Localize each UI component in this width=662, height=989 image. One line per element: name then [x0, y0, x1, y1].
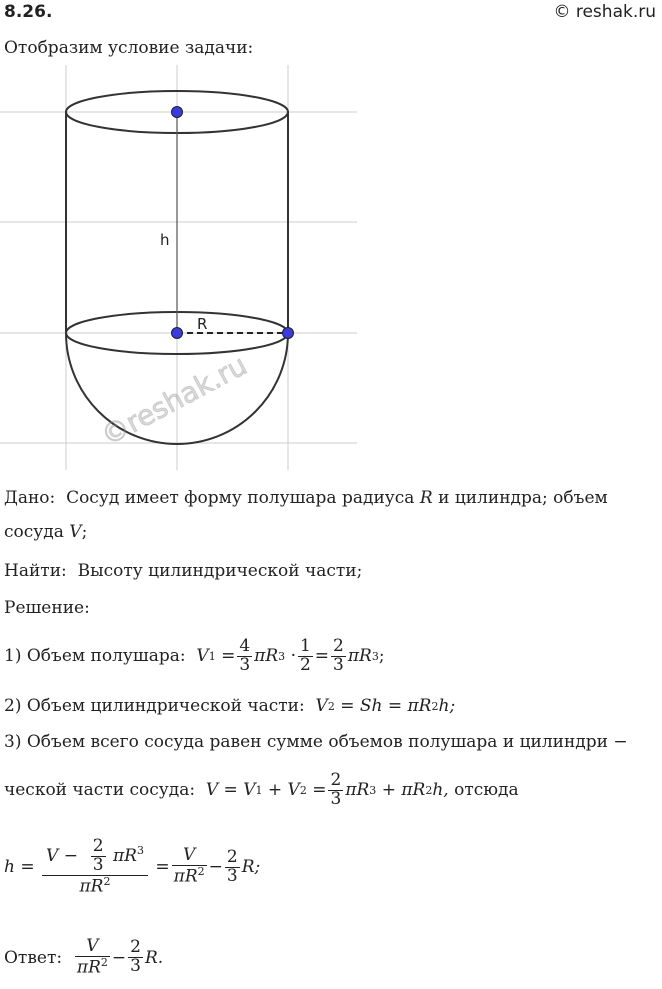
top-center-point [172, 107, 183, 118]
watermark: ©reshak.ru [95, 348, 253, 453]
step-1-sub: 1 [208, 649, 216, 663]
step-2: 2) Объем цилиндрической части: V 2 = Sh = πR 2 h; [4, 696, 456, 716]
fraction-2-3: $\frac{2}{3}$ [330, 770, 342, 809]
given-label: Дано: [4, 488, 56, 508]
find-line [4, 561, 362, 581]
intro-text: Отобразим условие задачи: [4, 38, 254, 58]
problem-number: 8.26. [4, 2, 53, 22]
step-2-text: 2) Объем цилиндрической части: [4, 696, 305, 716]
find-label: Найти: [4, 561, 67, 581]
bottom-center-point [172, 328, 183, 339]
step-1-eq: = [221, 646, 236, 667]
answer-label: Ответ: [4, 947, 63, 968]
label-h: h [160, 231, 170, 249]
given-line-1 [4, 488, 608, 508]
site-credit: © reshak.ru [553, 2, 656, 22]
step-1-text: 1) Объем полушара: [4, 646, 186, 667]
given-var-v: V [69, 522, 82, 542]
fraction-4-3: $\frac{4}{3}$ [239, 636, 251, 675]
step-2-rhs: = Sh = πR [340, 696, 432, 716]
given-var-r: R [419, 488, 433, 508]
fraction-1-2: $\frac{1}{2}$ [299, 636, 311, 675]
answer: Ответ: $\frac{V}{\pi R^2}$ − $\frac{2}{3}$ R. [4, 936, 164, 978]
step-1-pi-r: πR [254, 646, 279, 667]
step-3-line-2: ческой части сосуда: V = V 1 + V 2 = $\frac{2}{3}$ πR 3 + πR 2 h, отсюда [4, 770, 519, 809]
given-text-b: и цилиндра; объем [438, 488, 608, 508]
formula-h: h = V − $\frac{2}{3}$ $\pi R^3$ $\pi R^2$ = $\frac{V}{\pi R^2}$ − $\frac{2}{3}$ R; [4, 836, 261, 897]
solution-label: Решение: [4, 598, 90, 618]
given-line-2 [4, 522, 87, 542]
step-1: 1) Объем полушара: V 1 = $\frac{4}{3}$ πR 3 · $\frac{1}{2}$ = $\frac{2}{3}$ πR 3 ; [4, 636, 385, 675]
label-r: R [197, 315, 208, 333]
given-text-d: ; [81, 522, 88, 542]
step-1-v: V [196, 646, 209, 667]
given-text-c: сосуда [4, 522, 64, 542]
v-over-pir2: $\frac{V}{\pi R^2}$ [173, 845, 205, 887]
fraction-2-3: $\frac{2}{3}$ [333, 636, 344, 675]
find-text: Высоту цилиндрической части; [77, 561, 363, 581]
step-3-line-1: 3) Объем всего сосуда равен сумме объемов полушара и цилиндри − [4, 732, 628, 752]
given-text-a: Сосуд имеет форму полушара радиуса [66, 488, 415, 508]
radius-end-point [283, 328, 294, 339]
step-1-dot: · [290, 646, 296, 667]
main-fraction: V − $\frac{2}{3}$ $\pi R^3$ $\pi R^2$ [42, 838, 148, 896]
cylinder-hemisphere-diagram [0, 65, 662, 475]
